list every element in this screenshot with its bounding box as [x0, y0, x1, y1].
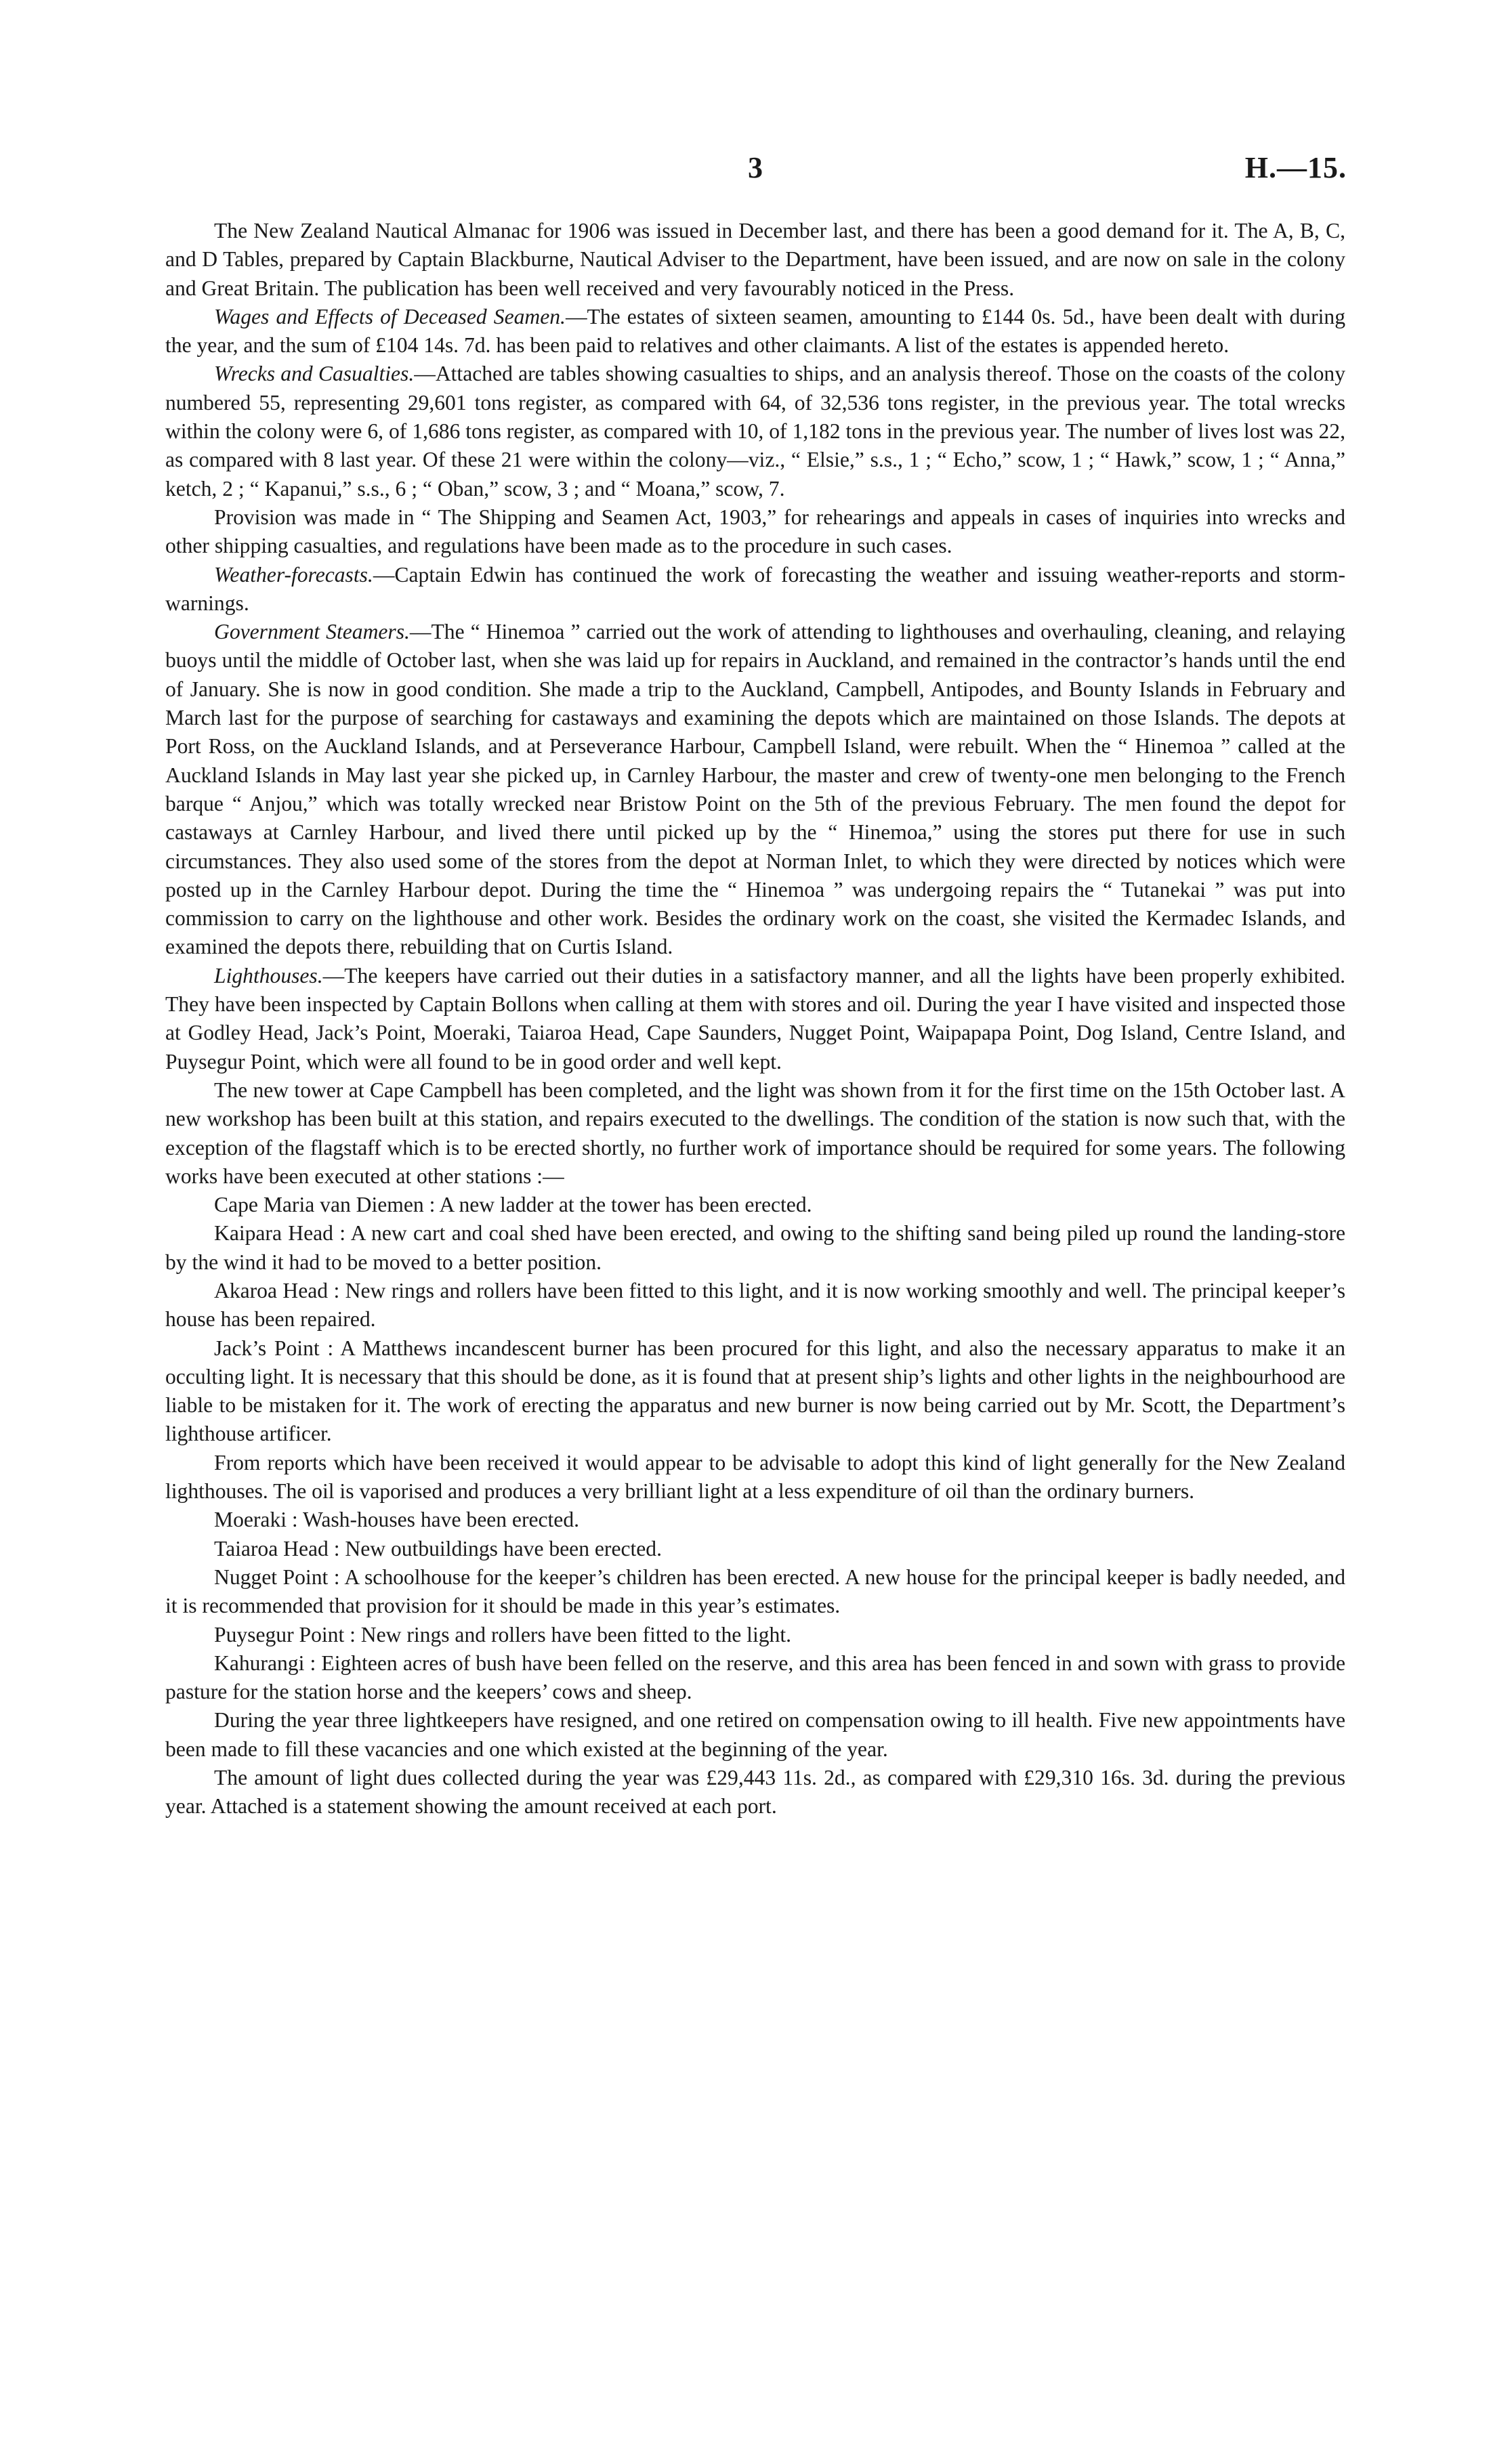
document-body: [165, 217, 1345, 1821]
paragraph-taiaroa: Taiaroa Head : New outbuildings have been erected.: [214, 1536, 662, 1560]
paragraph-kahurangi: Kahurangi : Eighteen acres of bush have been felled on the reserve, and this area has been fenced in and sown with grass to provide pasture for the station horse and the keepers’ cows and sheep.: [165, 1651, 1345, 1704]
paragraph-akaroa: Akaroa Head : New rings and rollers have been fitted to this light, and it is now working smoothly and well. The principal keeper’s house has been repaired.: [165, 1278, 1345, 1332]
section-heading: Weather-forecasts.: [214, 562, 373, 587]
page-number: 3: [748, 151, 763, 184]
paragraph-rehearings: Provision was made in “ The Shipping and Seamen Act, 1903,” for rehearings and appeals in cases of inquiries into wrecks and other shipping casualties, and regulations have been made as to the procedure in such cases.: [165, 505, 1345, 558]
section-heading: Wrecks and Casualties.: [214, 362, 415, 386]
paragraph-reports: From reports which have been received it would appear to be advisable to adopt this kind of light generally for the New Zealand lighthouses. The oil is vaporised and produces a very brilliant light at a less expenditure of oil than the ordinary burners.: [165, 1450, 1345, 1504]
paragraph-lighthouses: Lighthouses.—The keepers have carried out their duties in a satisfactory manner, and all the lights have been properly exhibited. They have been inspected by Captain Bollons when calling at them with stores and oil. During the year I have visited and inspected those at Godley Head, Jack’s Point, Moeraki, Taiaroa Head, Cape Saunders, Nugget Point, Waipapapa Point, Dog Island, Centre Island, and Puysegur Point, which were all found to be in good order and well kept.: [165, 963, 1345, 1074]
paragraph-deceased-seamen: Wages and Effects of Deceased Seamen.—The estates of sixteen seamen, amounting to £144 0s. 5d., have been dealt with during the year, and the sum of £104 14s. 7d. has been paid to relatives and other claimants. A list of the estates is appended hereto.: [165, 304, 1345, 358]
section-heading: Wages and Effects of Deceased Seamen.: [214, 304, 566, 328]
paragraph-wrecks: Wrecks and Casualties.—Attached are tables showing casualties to ships, and an analysis thereof. Those on the coasts of the colony numbered 55, representing 29,601 tons register, as compared with 64, of 32,536 tons register, in the previous year. The total wrecks within the colony were 6, of 1,686 tons register, as compared with 10, of 1,182 tons in the previous year. The number of lives lost was 22, as compared with 8 last year. Of these 21 were within the colony—viz., “ Elsie,” s.s., 1 ; “ Echo,” scow, 1 ; “ Hawk,” scow, 1 ; “ Anna,” ketch, 2 ; “ Kapanui,” s.s., 6 ; “ Oban,” scow, 3 ; and “ Moana,” scow, 7.: [165, 362, 1345, 501]
paragraph-moeraki: Moeraki : Wash-houses have been erected.: [214, 1508, 580, 1532]
paragraph-nugget-point: Nugget Point : A schoolhouse for the keeper’s children has been erected. A new house for the principal keeper is badly needed, and it is recommended that provision for it should be made in this year’s estimates.: [165, 1565, 1345, 1618]
paragraph-steamers: Government Steamers.—The “ Hinemoa ” carried out the work of attending to lighthouses and overhauling, cleaning, and relaying buoys until the middle of October last, when she was laid up for repairs in Auckland, and remained in the contractor’s hands until the end of January. She is now in good condition. She made a trip to the Auckland, Campbell, Antipodes, and Bounty Islands in February and March last for the purpose of searching for castaways and examining the depots which are maintained on those Islands. The depots at Port Ross, on the Auckland Islands, and at Perseverance Harbour, Campbell Island, were rebuilt. When the “ Hinemoa ” called at the Auckland Islands in May last year she picked up, in Carnley Harbour, the master and crew of twenty-one men belonging to the French barque “ Anjou,” which was totally wrecked near Bristow Point on the 5th of the previous February. The men found the depot for castaways at Carnley Harbour, and lived there until picked up by the “ Hinemoa,” using the stores put there for use in such circumstances. They also used some of the stores from the depot at Norman Inlet, to which they were directed by notices which were posted up in the Carnley Harbour depot. During the time the “ Hinemoa ” was undergoing repairs the “ Tutanekai ” was put into commission to carry on the lighthouse and other work. Besides the ordinary work on the coast, she visited the Kermadec Islands, and examined the depots there, rebuilding that on Curtis Island.: [165, 620, 1345, 959]
paragraph-kaipara: Kaipara Head : A new cart and coal shed have been erected, and owing to the shifting sand being piled up round the landing-store by the wind it had to be moved to a better position.: [165, 1221, 1345, 1274]
paragraph-lightkeepers: During the year three lightkeepers have resigned, and one retired on compensation owing to ill health. Five new appointments have been made to fill these vacancies and one which existed at the beginning of the year.: [165, 1708, 1345, 1761]
paragraph-puysegur: Puysegur Point : New rings and rollers have been fitted to the light.: [214, 1622, 791, 1647]
paragraph-cape-campbell: The new tower at Cape Campbell has been completed, and the light was shown from it for the first time on the 15th October last. A new workshop has been built at this station, and repairs executed to the dwellings. The condition of the station is now such that, with the exception of the flagstaff which is to be erected shortly, no further work of importance should be required for some years. The following works have been executed at other stations :—: [165, 1078, 1345, 1188]
paragraph-cape-maria: Cape Maria van Diemen : A new ladder at the tower has been erected.: [214, 1193, 812, 1217]
paragraph-jacks-point: Jack’s Point : A Matthews incandescent burner has been procured for this light, and also the necessary apparatus to make it an occulting light. It is necessary that this should be done, as it is found that at present ship’s lights and other lights in the neighbourhood are liable to be mistaken for it. The work of erecting the apparatus and new burner is now being carried out by Mr. Scott, the Department’s lighthouse artificer.: [165, 1336, 1345, 1446]
section-heading: Lighthouses.: [214, 963, 323, 987]
paragraph-weather: Weather-forecasts.—Captain Edwin has continued the work of forecasting the weather and issuing weather-reports and storm-warnings.: [165, 562, 1345, 615]
paragraph-almanac: The New Zealand Nautical Almanac for 1906 was issued in December last, and there has been a good demand for it. The A, B, C, and D Tables, prepared by Captain Blackburne, Nautical Adviser to the Department, have been issued, and are now on sale in the colony and Great Britain. The publication has been well received and very favourably noticed in the Press.: [165, 219, 1345, 300]
section-heading: Government Steamers.: [214, 620, 410, 644]
document-reference: H.—15.: [1244, 151, 1347, 184]
paragraph-light-dues: The amount of light dues collected during the year was £29,443 11s. 2d., as compared with £29,310 16s. 3d. during the previous year. Attached is a statement showing the amount received at each port.: [165, 1766, 1345, 1819]
